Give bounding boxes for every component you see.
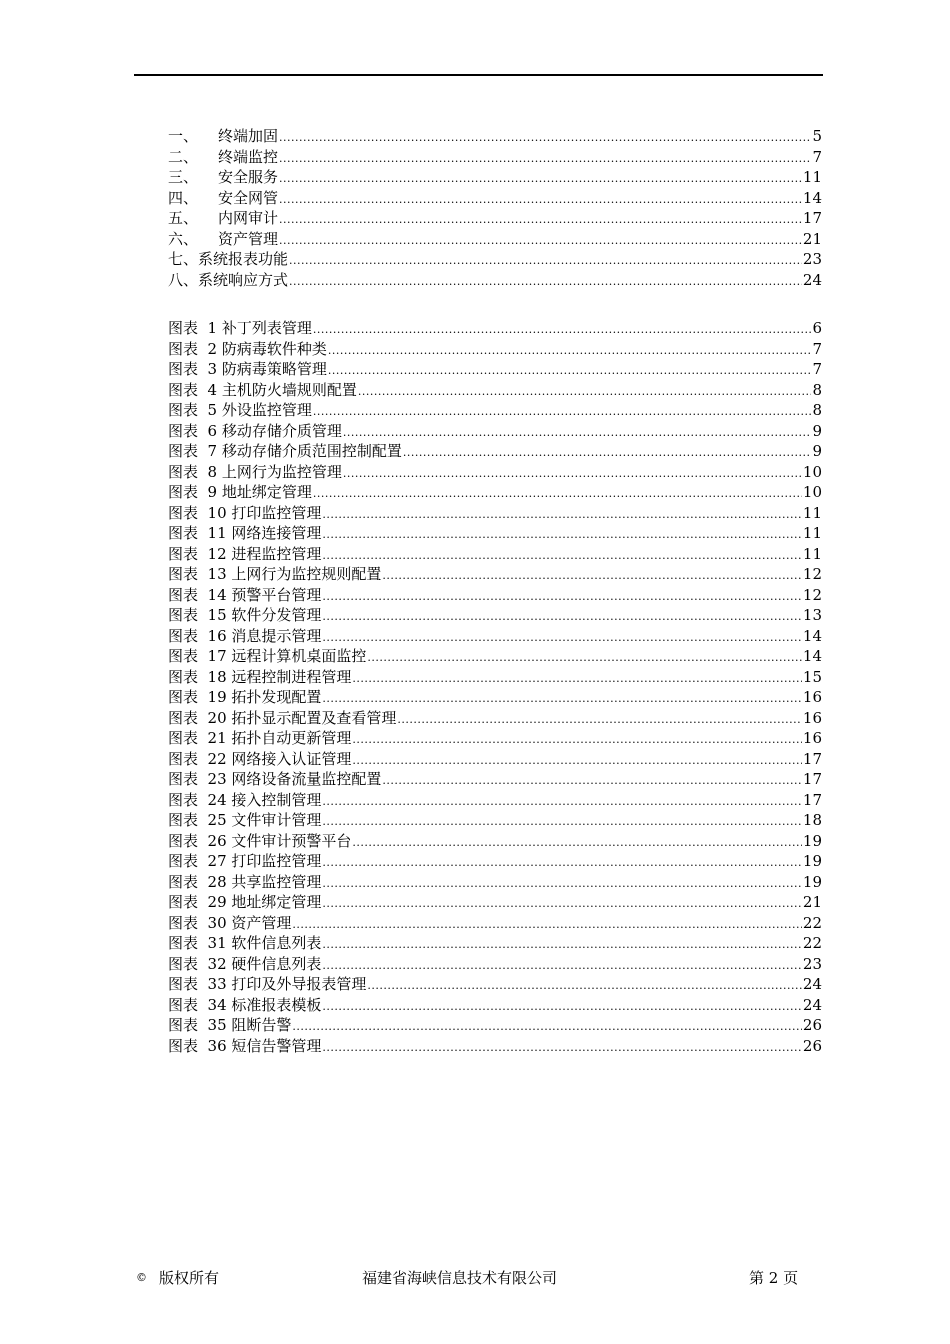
figure-entry-page: 19: [802, 852, 822, 870]
figure-entry-title: 图表 29 地址绑定管理: [168, 893, 322, 911]
figure-entry-title: 图表 7 移动存储介质范围控制配置: [168, 442, 402, 460]
figure-entry[interactable]: [168, 913, 822, 934]
figure-entry-page: 11: [802, 524, 822, 542]
toc-entry-title: 终端监控: [218, 147, 279, 166]
figure-entry-title: 图表 21 拓扑自动更新管理: [168, 729, 352, 747]
dot-leader: [289, 272, 802, 293]
dot-leader: [352, 751, 802, 772]
figure-entry[interactable]: [168, 380, 822, 401]
figure-entry-page: 17: [802, 749, 822, 768]
dot-leader: [352, 730, 802, 751]
dot-leader: [279, 210, 802, 231]
dot-leader: [352, 833, 802, 854]
figure-entry-title: 图表 17 远程计算机桌面监控: [168, 647, 367, 665]
figure-entry-title: 图表 1 补丁列表管理: [168, 319, 312, 337]
figure-entry[interactable]: [168, 708, 822, 729]
dot-leader: [289, 251, 802, 272]
figure-entry[interactable]: [168, 749, 822, 770]
dot-leader: [322, 874, 802, 895]
dot-leader: [352, 669, 802, 690]
toc-entry-number: 一、: [168, 127, 199, 145]
toc-entry-page: 21: [802, 229, 822, 248]
dot-leader: [322, 525, 802, 546]
figure-entry-page: 26: [802, 1016, 822, 1034]
dot-leader: [279, 190, 802, 211]
figure-entry-title: 图表 6 移动存储介质管理: [168, 421, 342, 440]
figure-entry-page: 18: [802, 811, 822, 829]
figure-entry-page: 15: [802, 667, 822, 686]
figure-entry[interactable]: [168, 851, 822, 872]
figure-entry-title: 图表 4 主机防火墙规则配置: [168, 380, 357, 399]
dot-leader: [313, 320, 812, 341]
toc-entry-title: 安全网管: [218, 188, 279, 207]
figure-entry-page: 12: [802, 565, 822, 583]
dot-leader: [322, 956, 802, 977]
figure-entry-title: 图表 9 地址绑定管理: [168, 483, 312, 501]
dot-leader: [358, 382, 812, 403]
figure-entry-title: 图表 31 软件信息列表: [168, 934, 322, 952]
figure-entry-page: 9: [812, 421, 822, 440]
toc-entry-title: 八、系统响应方式: [168, 270, 289, 289]
figure-entry-page: 8: [812, 401, 822, 419]
figure-entry-title: 图表 20 拓扑显示配置及查看管理: [168, 708, 397, 727]
dot-leader: [328, 361, 812, 382]
figure-entry-page: 12: [802, 585, 822, 604]
figure-entry-title: 图表 26 文件审计预警平台: [168, 831, 352, 850]
dot-leader: [322, 853, 802, 874]
toc-entry[interactable]: [168, 188, 822, 209]
footer-copyright: [136, 1267, 219, 1289]
dot-leader: [322, 607, 802, 628]
figure-entry-page: 9: [812, 442, 822, 460]
toc-entry-page: 17: [802, 209, 822, 227]
toc-entry-page: 14: [802, 188, 822, 207]
figure-entry-title: 图表 19 拓扑发现配置: [168, 688, 322, 706]
toc-entry-title: 资产管理: [218, 229, 279, 248]
figure-entry-title: 图表 27 打印监控管理: [168, 852, 322, 870]
dot-leader: [328, 341, 812, 362]
figure-entry[interactable]: [168, 687, 822, 708]
figure-entry-title: 图表 28 共享监控管理: [168, 872, 322, 891]
figure-entry-title: 图表 22 网络接入认证管理: [168, 749, 352, 768]
dot-leader: [322, 689, 802, 710]
figure-entry-page: 14: [802, 626, 822, 645]
figure-entry-title: 图表 8 上网行为监控管理: [168, 462, 342, 481]
toc-entry-page: 5: [812, 127, 822, 145]
figure-entry-title: 图表 3 防病毒策略管理: [168, 360, 327, 378]
copyright-text: 版权所有: [159, 1269, 220, 1287]
figure-entry-title: 图表 36 短信告警管理: [168, 1036, 322, 1055]
figure-entry[interactable]: [168, 503, 822, 524]
toc-entry[interactable]: [168, 167, 822, 188]
footer-company: 福建省海峡信息技术有限公司: [362, 1269, 558, 1287]
figure-entry[interactable]: [168, 482, 822, 503]
figure-entry[interactable]: [168, 339, 822, 360]
toc-entry-title: 安全服务: [218, 168, 279, 186]
figure-entry[interactable]: [168, 728, 822, 749]
dot-leader: [343, 423, 812, 444]
toc-entry[interactable]: [168, 270, 822, 291]
figure-entry[interactable]: [168, 441, 822, 462]
figure-entry[interactable]: [168, 523, 822, 544]
figure-entry-title: 图表 15 软件分发管理: [168, 606, 322, 624]
figure-entry-title: 图表 10 打印监控管理: [168, 503, 322, 522]
figure-entry-title: 图表 35 阻断告警: [168, 1016, 292, 1034]
figure-entry-title: 图表 25 文件审计管理: [168, 811, 322, 829]
figure-entry-title: 图表 30 资产管理: [168, 913, 292, 932]
figure-entry-page: 7: [812, 360, 822, 378]
figure-entry-title: 图表 23 网络设备流量监控配置: [168, 770, 382, 788]
figure-entry-page: 26: [802, 1036, 822, 1055]
figure-entry-title: 图表 13 上网行为监控规则配置: [168, 565, 382, 583]
figure-entry[interactable]: [168, 585, 822, 606]
dot-leader: [322, 1038, 802, 1059]
figure-entry[interactable]: [168, 564, 822, 585]
figure-entry-page: 7: [812, 339, 822, 358]
figure-entry-page: 11: [802, 503, 822, 522]
figure-entry-page: 22: [802, 934, 822, 952]
figure-entry[interactable]: [168, 1015, 822, 1036]
toc-entry-title: 内网审计: [218, 209, 279, 227]
toc-entry-title: 七、系统报表功能: [168, 250, 289, 268]
dot-leader: [313, 402, 812, 423]
figure-entry-page: 10: [802, 483, 822, 501]
figure-entry-page: 17: [802, 770, 822, 788]
toc-figures: [168, 318, 822, 1056]
dot-leader: [322, 792, 802, 813]
toc-entry-page: 23: [802, 250, 822, 268]
figure-entry-title: 图表 32 硬件信息列表: [168, 954, 322, 973]
toc-entry-number: 二、: [168, 147, 199, 166]
figure-entry-page: 21: [802, 893, 822, 911]
figure-entry-title: 图表 5 外设监控管理: [168, 401, 312, 419]
header-rule: [134, 74, 823, 76]
figure-entry[interactable]: [168, 462, 822, 483]
toc-entry-number: 六、: [168, 229, 199, 248]
figure-entry[interactable]: [168, 810, 822, 831]
toc-entry-page: 24: [802, 270, 822, 289]
dot-leader: [403, 443, 812, 464]
figure-entry[interactable]: [168, 605, 822, 626]
figure-entry-page: 6: [812, 319, 822, 337]
figure-entry[interactable]: [168, 872, 822, 893]
footer-page-number: 第 2 页: [749, 1269, 799, 1287]
dot-leader: [367, 648, 802, 669]
toc-entry-page: 11: [802, 168, 822, 186]
figure-entry-page: 14: [802, 647, 822, 665]
toc-entry-number: 五、: [168, 209, 199, 227]
toc-entry-title: 终端加固: [218, 127, 279, 145]
figure-entry-title: 图表 16 消息提示管理: [168, 626, 322, 645]
dot-leader: [322, 505, 802, 526]
figure-entry-title: 图表 24 接入控制管理: [168, 790, 322, 809]
figure-entry-page: 16: [802, 729, 822, 747]
figure-entry-title: 图表 33 打印及外导报表管理: [168, 975, 367, 993]
figure-entry-page: 23: [802, 954, 822, 973]
figure-entry-page: 11: [802, 544, 822, 563]
figure-entry-page: 22: [802, 913, 822, 932]
figure-entry[interactable]: [168, 892, 822, 913]
figure-entry[interactable]: [168, 790, 822, 811]
dot-leader: [279, 169, 802, 190]
dot-leader: [382, 566, 802, 587]
figure-entry[interactable]: [168, 646, 822, 667]
dot-leader: [279, 128, 811, 149]
dot-leader: [397, 710, 802, 731]
toc-entry[interactable]: [168, 229, 822, 250]
toc-entry[interactable]: [168, 147, 822, 168]
figure-entry-page: 13: [802, 606, 822, 624]
figure-entry[interactable]: [168, 544, 822, 565]
figure-entry[interactable]: [168, 359, 822, 380]
toc-entry-number: 三、: [168, 168, 199, 186]
figure-entry-page: 19: [802, 831, 822, 850]
dot-leader: [292, 915, 802, 936]
figure-entry[interactable]: [168, 769, 822, 790]
figure-entry-title: 图表 14 预警平台管理: [168, 585, 322, 604]
figure-entry[interactable]: [168, 995, 822, 1016]
figure-entry-page: 19: [802, 872, 822, 891]
dot-leader: [322, 812, 802, 833]
figure-entry-page: 10: [802, 462, 822, 481]
dot-leader: [367, 976, 802, 997]
dot-leader: [343, 464, 802, 485]
dot-leader: [322, 546, 802, 567]
figure-entry-page: 24: [802, 995, 822, 1014]
figure-entry-title: 图表 18 远程控制进程管理: [168, 667, 352, 686]
toc-entry[interactable]: [168, 249, 822, 270]
figure-entry-title: 图表 2 防病毒软件种类: [168, 339, 327, 358]
dot-leader: [382, 771, 802, 792]
figure-entry[interactable]: [168, 626, 822, 647]
figure-entry-page: 16: [802, 708, 822, 727]
toc-entry-number: 四、: [168, 188, 199, 207]
copyright-icon: ©: [136, 1271, 147, 1284]
figure-entry-title: 图表 12 进程监控管理: [168, 544, 322, 563]
figure-entry[interactable]: [168, 318, 822, 339]
figure-entry-page: 24: [802, 975, 822, 993]
figure-entry-title: 图表 11 网络连接管理: [168, 524, 322, 542]
dot-leader: [279, 231, 802, 252]
dot-leader: [322, 587, 802, 608]
dot-leader: [322, 894, 802, 915]
dot-leader: [313, 484, 802, 505]
figure-entry-title: 图表 34 标准报表模板: [168, 995, 322, 1014]
figure-entry-page: 8: [812, 380, 822, 399]
dot-leader: [322, 935, 802, 956]
figure-entry[interactable]: [168, 421, 822, 442]
toc-sections: [168, 126, 822, 290]
figure-entry-page: 16: [802, 688, 822, 706]
dot-leader: [322, 997, 802, 1018]
dot-leader: [322, 628, 802, 649]
figure-entry[interactable]: [168, 667, 822, 688]
figure-entry-page: 17: [802, 790, 822, 809]
toc-entry-page: 7: [812, 147, 822, 166]
dot-leader: [279, 149, 811, 170]
toc-entry[interactable]: [168, 208, 822, 229]
figure-entry[interactable]: [168, 1036, 822, 1057]
figure-entry[interactable]: [168, 400, 822, 421]
figure-entry[interactable]: [168, 974, 822, 995]
dot-leader: [292, 1017, 802, 1038]
toc-entry[interactable]: [168, 126, 822, 147]
figure-entry[interactable]: [168, 954, 822, 975]
figure-entry[interactable]: [168, 831, 822, 852]
figure-entry[interactable]: [168, 933, 822, 954]
